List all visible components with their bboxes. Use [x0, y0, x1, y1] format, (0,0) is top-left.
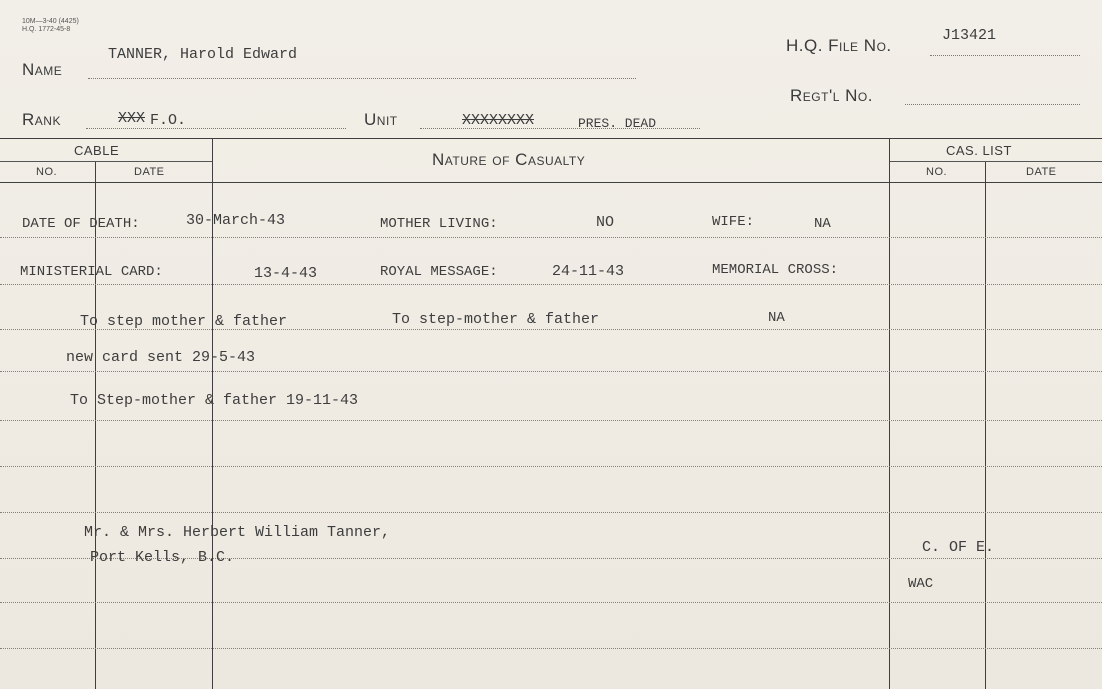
notice-line-1: To step mother & father: [80, 313, 288, 330]
hq-file-value: J13421: [942, 27, 997, 44]
row-line: [0, 648, 1102, 649]
cable-header: CABLE: [74, 143, 120, 158]
cable-no-header: NO.: [36, 166, 58, 178]
hq-file-dotline: [930, 55, 1080, 56]
regtl-dotline: [905, 104, 1080, 105]
rank-label: Rank: [22, 110, 61, 129]
new-card-line: new card sent 29-5-43: [66, 349, 256, 366]
header-bottom-border: [0, 182, 1102, 183]
row-line: [0, 512, 1102, 513]
cas-subheader-line: [890, 161, 1102, 162]
cas-list-header: CAS. LIST: [946, 143, 1012, 158]
rank-dotline: [86, 128, 346, 129]
row-line: [0, 420, 1102, 421]
row-line: [0, 237, 1102, 238]
name-value: TANNER, Harold Edward: [108, 46, 298, 63]
cable-subheader-line: [0, 161, 212, 162]
cas-date-header: DATE: [1026, 166, 1057, 178]
address-line-1: Mr. & Mrs. Herbert William Tanner,: [84, 524, 391, 541]
mother-living-label: MOTHER LIVING:: [380, 216, 498, 232]
unit-struck: XXXXXXXX: [462, 112, 535, 129]
regtl-label: Regt'l No.: [790, 86, 873, 105]
cable-date-header: DATE: [134, 166, 165, 178]
date-of-death-label: DATE OF DEATH:: [22, 216, 140, 232]
form-code-1: 10M—3-40 (4425): [22, 18, 79, 25]
row-line: [0, 466, 1102, 467]
name-dotline: [88, 78, 636, 79]
cas-list-divider: [889, 138, 890, 689]
royal-message-label: ROYAL MESSAGE:: [380, 264, 498, 280]
mother-living-value: NO: [596, 214, 615, 231]
royal-message-value: 24-11-43: [552, 263, 625, 280]
wife-value: NA: [814, 216, 831, 232]
nature-header: Nature of Casualty: [432, 150, 586, 169]
ministerial-card-label: MINISTERIAL CARD:: [20, 264, 163, 280]
memorial-cross-label: MEMORIAL CROSS:: [712, 262, 839, 278]
row-line: [0, 602, 1102, 603]
rank-value: F.O.: [150, 112, 187, 129]
date-of-death-value: 30-March-43: [186, 212, 286, 229]
ministerial-card-value: 13-4-43: [254, 265, 318, 282]
rank-struck: XXX: [118, 110, 146, 127]
cable-no-divider: [95, 162, 96, 689]
hq-file-label: H.Q. File No.: [786, 36, 892, 55]
service-value: WAC: [908, 576, 934, 592]
unit-value: PRES. DEAD: [578, 116, 657, 131]
unit-label: Unit: [364, 110, 398, 129]
table-top-border: [0, 138, 1102, 139]
cas-no-divider: [985, 162, 986, 689]
form-code-2: H.Q. 1772-45-8: [22, 26, 71, 33]
row-line: [0, 284, 1102, 285]
cas-no-header: NO.: [926, 166, 948, 178]
notice-na: NA: [768, 310, 785, 326]
wife-label: WIFE:: [712, 214, 755, 230]
address-line-2: Port Kells, B.C.: [90, 549, 235, 566]
religion-value: C. OF E.: [922, 539, 995, 556]
name-label: Name: [22, 60, 63, 79]
step-mother-line: To Step-mother & father 19-11-43: [70, 392, 359, 409]
row-line: [0, 371, 1102, 372]
notice-line-2: To step-mother & father: [392, 311, 600, 328]
